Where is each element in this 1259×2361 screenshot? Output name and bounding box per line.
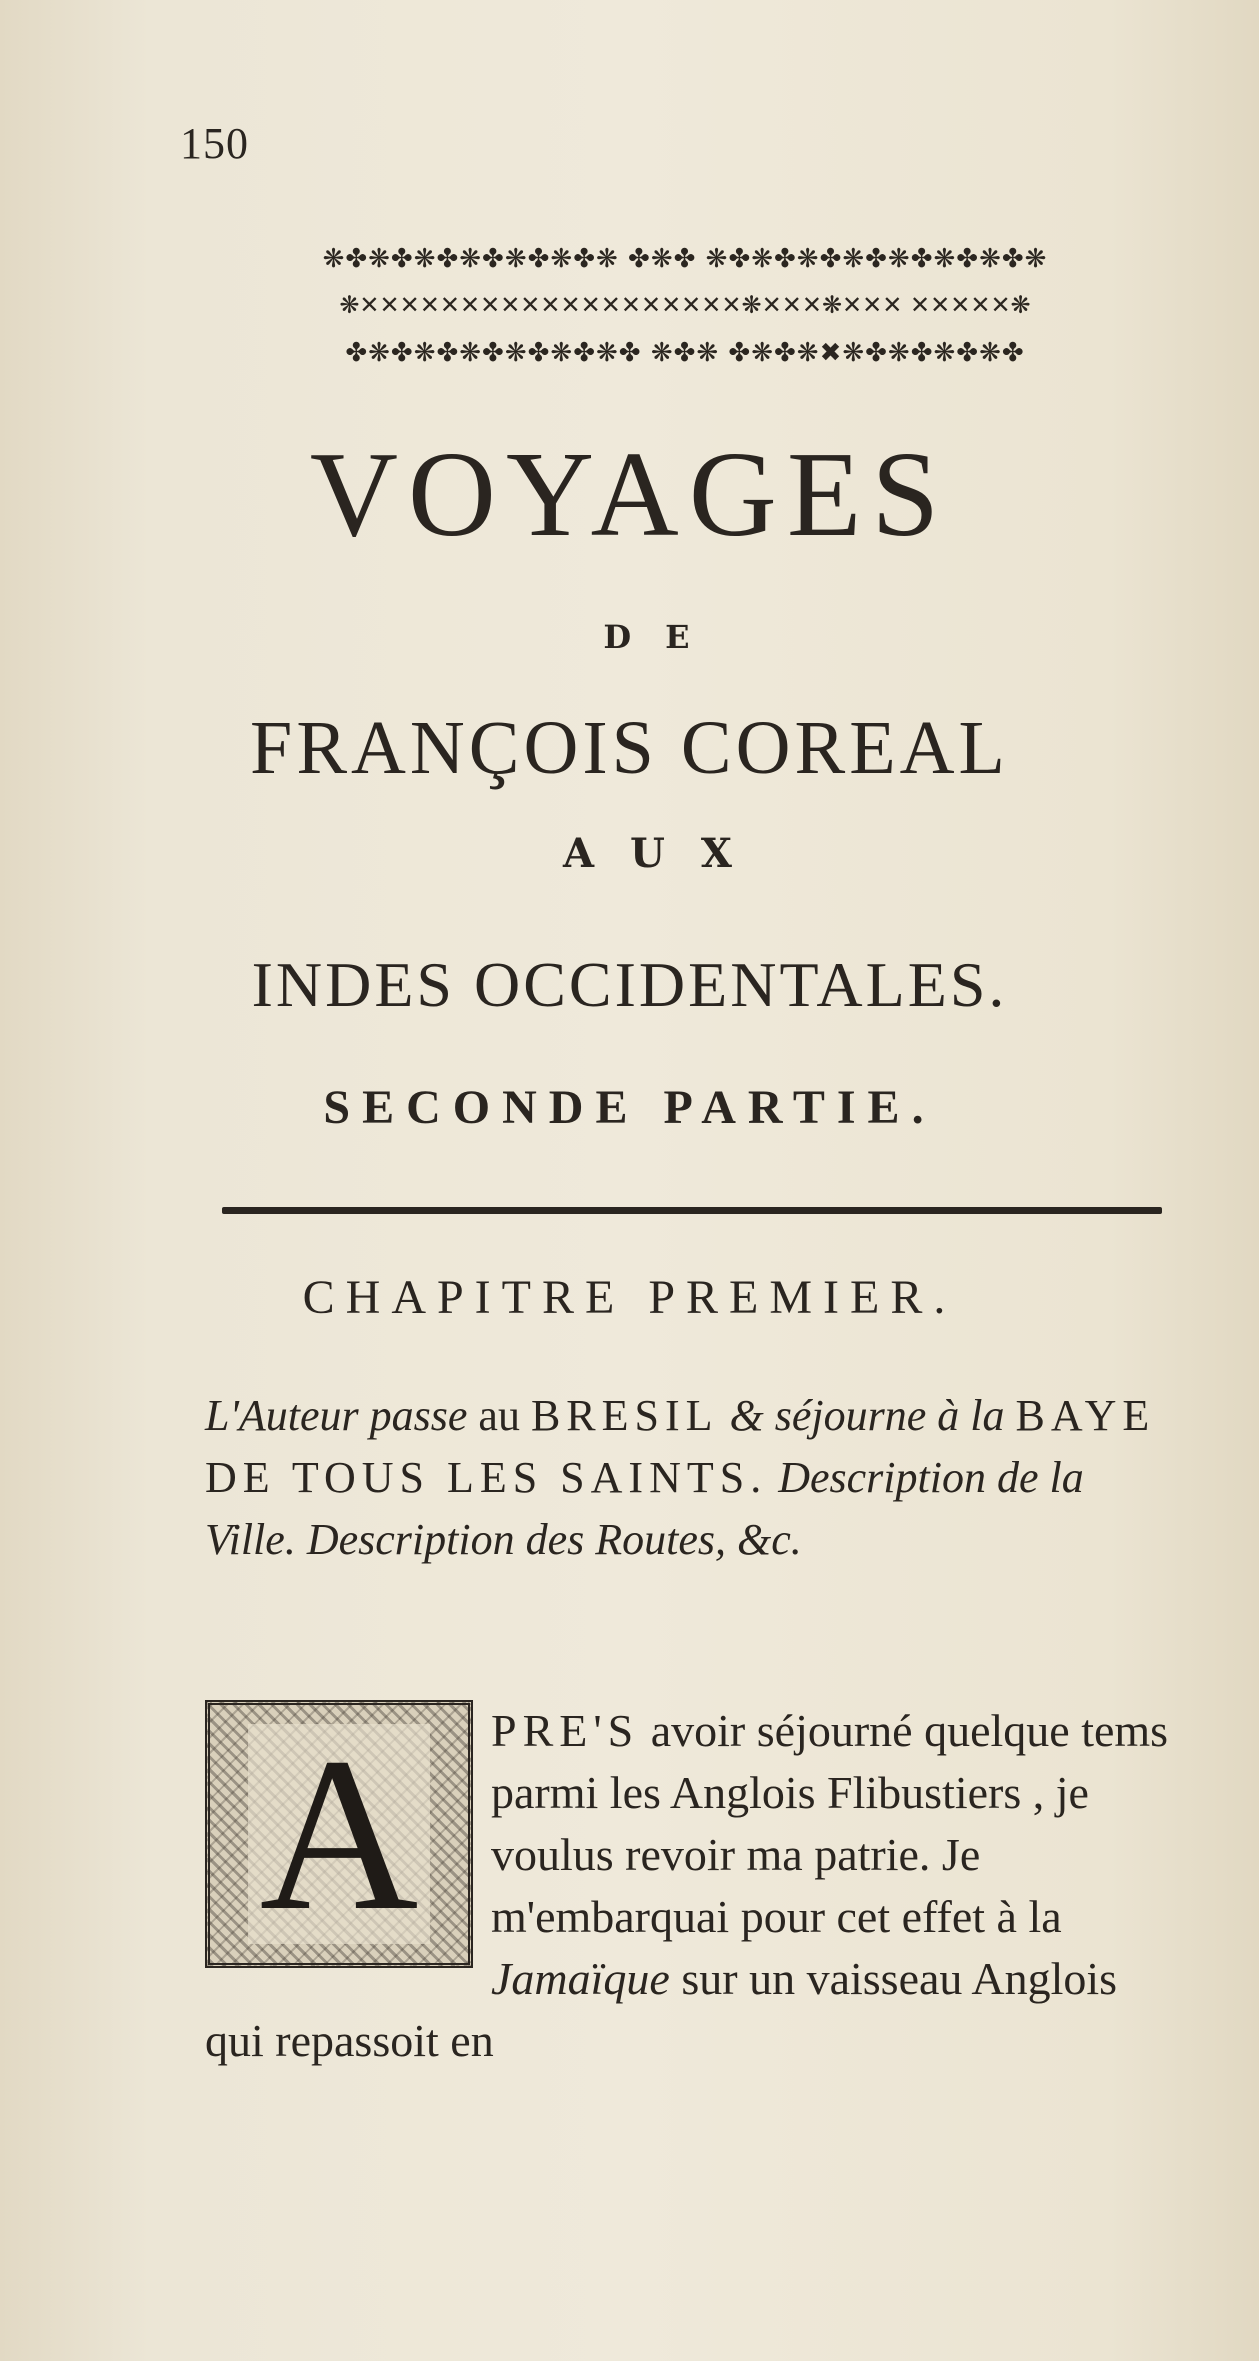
- page-number: 150: [180, 119, 249, 168]
- chapter-heading: CHAPITRE PREMIER.: [302, 1271, 957, 1324]
- destination-title: INDES OCCIDENTALES.: [251, 949, 1008, 1020]
- decorated-initial-letter: A: [248, 1724, 431, 1944]
- body-lead-word: PRE'S: [491, 1705, 640, 1756]
- main-title: VOYAGES: [309, 427, 950, 562]
- ornament-row-top: ❋✤❋✤❋✤❋✤❋✤❋✤❋ ✤❋✤ ❋✤❋✤❋✤❋✤❋✤❋✤❋✤❋: [322, 246, 1048, 272]
- body-paragraph: [205, 1700, 1175, 2072]
- summary-text-6: Description de la Ville. Description des Routes, &c.: [205, 1453, 1084, 1564]
- ornament-row-bottom: ✤❋✤❋✤❋✤❋✤❋✤❋✤ ❋✤❋ ✤❋✤❋✖❋✤❋✤❋✤❋✤: [345, 340, 1025, 366]
- title-aux: AUX: [563, 830, 768, 877]
- summary-place-bresil: BRESIL: [530, 1391, 719, 1440]
- body-place-jamaique: Jamaïque: [491, 1953, 670, 2004]
- summary-place-baye: BAYE DE TOUS LES SAINTS.: [205, 1391, 1156, 1502]
- author-name: FRANÇOIS COREAL: [250, 706, 1009, 790]
- horizontal-rule: [222, 1207, 1162, 1214]
- decorated-initial: [205, 1700, 473, 1968]
- body-text-1: avoir séjourné quelque tems parmi les Anglois Flibustiers , je voulus revoir ma patrie. Je m'embarquai pour cet effet à la: [491, 1705, 1169, 1942]
- title-de: DE: [603, 618, 724, 656]
- chapter-summary: [205, 1385, 1175, 1571]
- summary-text-2: au: [467, 1391, 531, 1440]
- ornament-row-middle: ❋✕✕✕✕✕✕✕✕✕✕✕✕✕✕✕✕✕✕✕❋✕✕✕❋✕✕✕ ✕✕✕✕✕❋: [339, 293, 1031, 317]
- part-heading: SECONDE PARTIE.: [323, 1081, 936, 1134]
- body-text-3: sur un vaisseau Anglois qui repassoit en: [205, 1953, 1118, 2066]
- summary-text-4: & séjourne à la: [718, 1391, 1016, 1440]
- summary-text-1: L'Auteur passe: [205, 1391, 468, 1440]
